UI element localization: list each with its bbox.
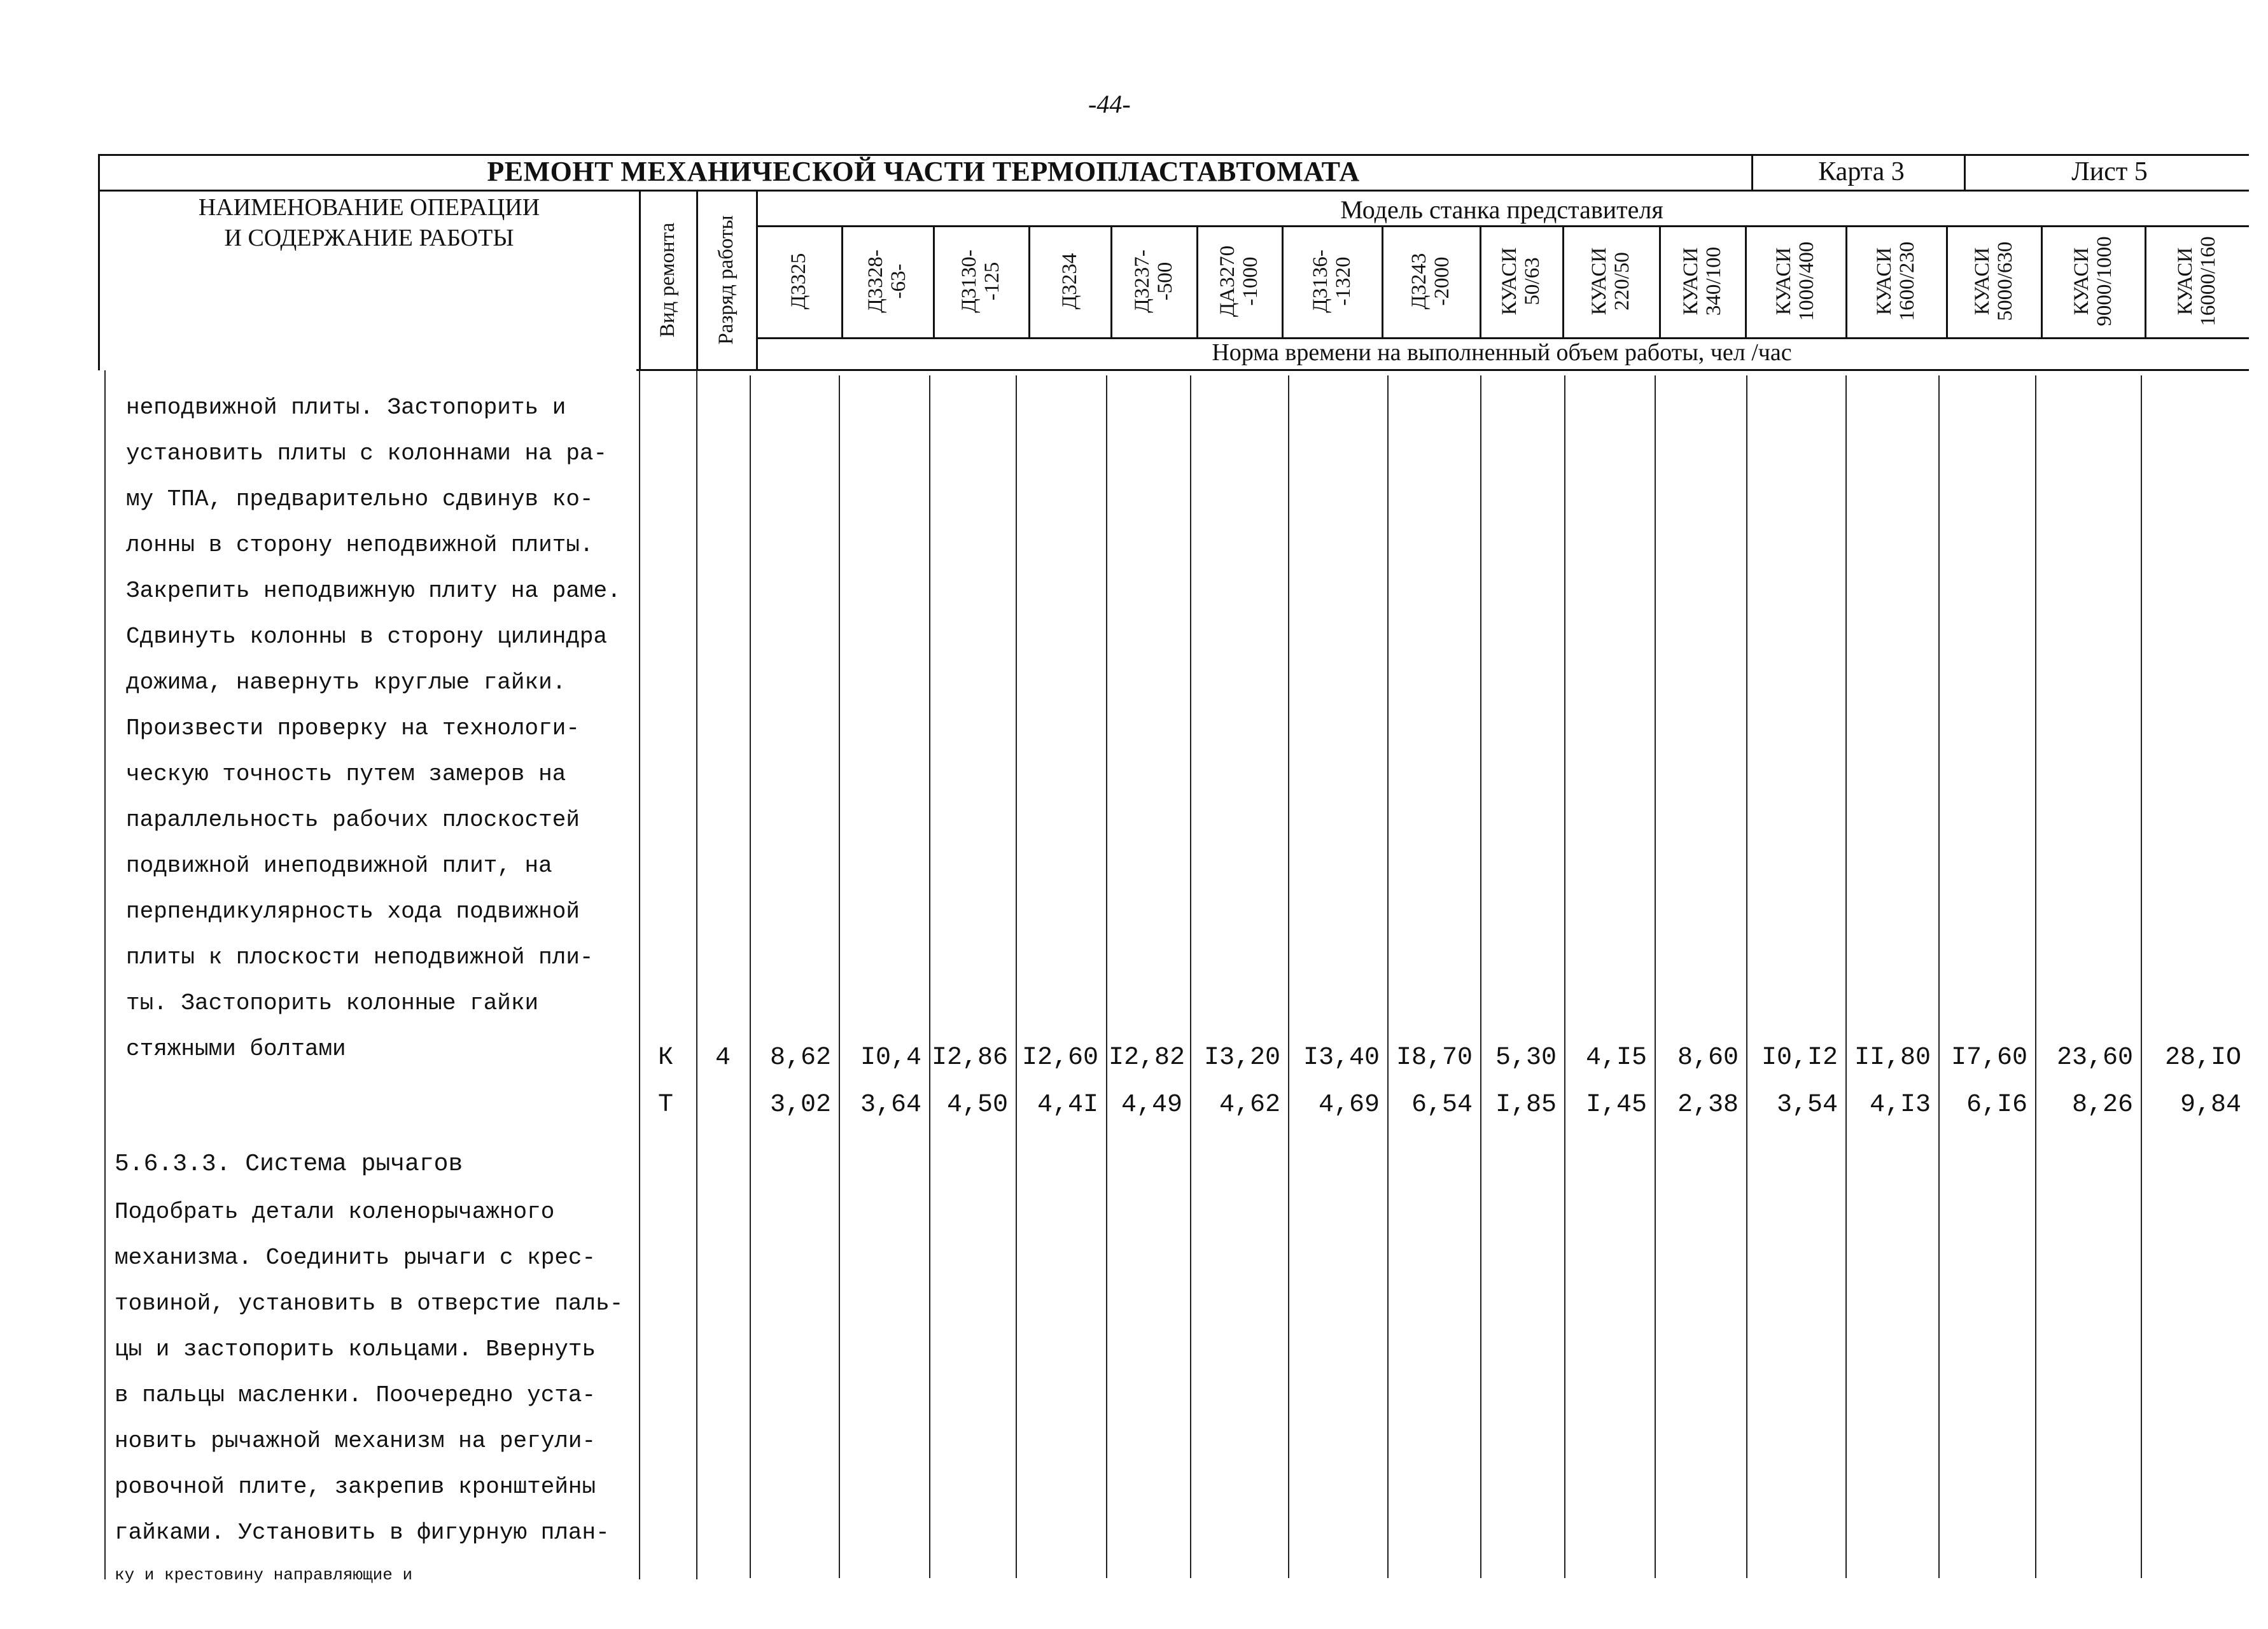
text-line: перпендикулярность хода подвижной (126, 898, 580, 925)
karta-label: Карта 3 (1818, 157, 1905, 186)
text-line: ты. Застопорить колонные гайки (126, 990, 539, 1016)
text-line: неподвижной плиты. Застопорить и (126, 395, 566, 421)
model-col-divider (933, 225, 935, 339)
model-header: КУАСИ 340/100 (1679, 246, 1725, 316)
text-line: в пальцы масленки. Поочередно уста- (115, 1382, 596, 1408)
norm-value: I0,I2 (1761, 1044, 1838, 1072)
text-line: установить плиты с колоннами на ра- (126, 440, 608, 466)
body-col-divider (1564, 375, 1565, 1578)
text-line: Сдвинуть колонны в сторону цилиндра (126, 624, 608, 650)
grade-col-divider (696, 190, 698, 370)
norm-value: I3,40 (1303, 1044, 1380, 1072)
page-title: РЕМОНТ МЕХАНИЧЕСКОЙ ЧАСТИ ТЕРМОПЛАСТАВТОМАТА (487, 156, 1360, 187)
model-header: КУАСИ 5000/630 (1970, 241, 2017, 321)
model-header: КУАСИ 50/63 (1498, 247, 1544, 316)
model-col-divider (1562, 225, 1564, 339)
model-header: КУАСИ 1600/230 (1873, 241, 1919, 321)
text-line: товиной, установить в отверстие паль- (115, 1290, 624, 1317)
model-header: Д3243 -2000 (1408, 253, 1453, 310)
text-line: стяжными болтами (126, 1036, 346, 1062)
norm-value: I,85 (1495, 1091, 1557, 1119)
title-bottom-border (98, 190, 2249, 192)
body-left-border (104, 370, 106, 1579)
norm-value: I2,86 (932, 1044, 1009, 1072)
body-col-divider (1288, 375, 1289, 1578)
model-col-divider (1745, 225, 1747, 339)
text-line: ровочной плите, закрепив кронштейны (115, 1474, 596, 1500)
repair-type-k: К (658, 1044, 674, 1072)
norm-value: 28,IO (2164, 1044, 2241, 1072)
page-number: -44- (1088, 90, 1131, 118)
text-line: дожима, навернуть круглые гайки. (126, 669, 566, 696)
models-top-border (757, 225, 2249, 227)
text-line: Закрепить неподвижную плиту на раме. (126, 578, 621, 604)
model-header: Д3136- -1320 (1308, 249, 1355, 313)
repair-type-t: Т (658, 1091, 674, 1119)
repair-type-header: Вид ремонта (656, 222, 679, 338)
norm-value: I7,60 (1950, 1044, 2027, 1072)
model-header: КУАСИ 220/50 (1588, 247, 1634, 316)
body-col-divider (1845, 375, 1847, 1578)
norm-value: 8,60 (1677, 1044, 1739, 1072)
text-line: ческую точность путем замеров на (126, 761, 566, 787)
operation-header-line: И СОДЕРЖАНИЕ РАБОТЫ (224, 225, 514, 251)
model-col-divider (2041, 225, 2043, 339)
model-col-divider (1382, 225, 1383, 339)
body-col-divider (2141, 375, 2142, 1578)
operation-column-header (102, 192, 636, 253)
norm-value: 8,26 (2071, 1091, 2133, 1119)
model-col-divider (1659, 225, 1661, 339)
body-grade-divider (696, 370, 697, 1579)
norm-value: 4,62 (1219, 1091, 1280, 1119)
model-header: КУАСИ 1000/400 (1772, 241, 1818, 321)
text-line: лонны в сторону неподвижной плиты. (126, 532, 594, 558)
model-col-divider (1282, 225, 1284, 339)
text-line: механизма. Соединить рычаги с крес- (115, 1245, 596, 1271)
list-label: Лист 5 (2071, 157, 2148, 186)
norm-caption: Норма времени на выполненный объем работы, чел /час (1212, 339, 1792, 366)
text-line: му ТПА, предварительно сдвинув ко- (126, 486, 594, 512)
work-grade-header: Разряд работы (715, 215, 738, 345)
body-col-divider (750, 375, 751, 1578)
header-bottom-border (636, 369, 2249, 371)
norm-value: 3,64 (860, 1091, 921, 1119)
norm-value: 3,02 (769, 1091, 831, 1119)
model-col-divider (1196, 225, 1198, 339)
norm-value: 5,30 (1495, 1044, 1557, 1072)
text-line: параллельность рабочих плоскостей (126, 807, 580, 833)
body-col-divider (1387, 375, 1389, 1578)
norm-value: II,80 (1854, 1044, 1931, 1072)
body-col-divider (1746, 375, 1747, 1578)
text-line: гайками. Установить в фигурную план- (115, 1520, 610, 1546)
body-col-divider (1190, 375, 1191, 1578)
model-col-divider (1946, 225, 1948, 339)
section-title: 5.6.3.3. Система рычагов (115, 1150, 463, 1178)
body-col-divider (929, 375, 930, 1578)
model-header: Д3237- -500 (1130, 249, 1177, 313)
norm-value: I2,82 (1109, 1044, 1186, 1072)
model-col-divider (1028, 225, 1030, 339)
norm-value: I3,20 (1203, 1044, 1280, 1072)
norm-value: 4,I3 (1869, 1091, 1931, 1119)
norm-value: 6,I6 (1966, 1091, 2027, 1119)
karta-divider (1751, 154, 1753, 191)
norm-value: 4,4I (1037, 1091, 1098, 1119)
repair-col-divider (639, 190, 641, 370)
model-col-divider (841, 225, 843, 339)
norm-value: 8,62 (769, 1044, 831, 1072)
body-col-divider (1106, 375, 1107, 1578)
body-col-divider (1016, 375, 1017, 1578)
norm-value: 2,38 (1677, 1091, 1739, 1119)
norm-value: 3,54 (1776, 1091, 1838, 1119)
body-col-divider (2035, 375, 2036, 1578)
norm-value: I0,4 (860, 1044, 921, 1072)
norm-value: 4,69 (1318, 1091, 1380, 1119)
model-header: Д3325 (787, 253, 810, 310)
body-col-divider (1938, 375, 1940, 1578)
norm-value: I2,60 (1021, 1044, 1098, 1072)
norm-value: 4,I5 (1585, 1044, 1647, 1072)
text-line: новить рычажной механизм на регули- (115, 1428, 596, 1454)
model-header: Д3234 (1058, 253, 1081, 310)
text-line: Подобрать детали коленорычажного (115, 1199, 555, 1225)
norm-value: 4,49 (1121, 1091, 1182, 1119)
model-col-divider (1845, 225, 1847, 339)
model-col-divider (2145, 225, 2146, 339)
model-col-divider (1110, 225, 1112, 339)
cut-off-line: ку и крестовину направляющие и (115, 1565, 413, 1584)
text-line: плиты к плоскости неподвижной пли- (126, 944, 594, 970)
norm-value: I8,70 (1396, 1044, 1473, 1072)
work-grade-value: 4 (715, 1044, 731, 1072)
body-col-divider (1655, 375, 1656, 1578)
model-header: Д3328- -63- (864, 249, 910, 313)
text-line: цы и застопорить кольцами. Ввернуть (115, 1336, 596, 1362)
text-line: подвижной инеподвижной плит, на (126, 853, 552, 879)
model-header: Д3130- -125 (958, 249, 1004, 313)
text-line: Произвести проверку на технологи- (126, 715, 580, 741)
model-col-divider (1480, 225, 1481, 339)
model-caption: Модель станка представителя (1340, 195, 1663, 224)
norm-value: I,45 (1585, 1091, 1647, 1119)
norm-value: 23,60 (2056, 1044, 2133, 1072)
norm-value: 4,50 (946, 1091, 1008, 1119)
operation-header-line: НАИМЕНОВАНИЕ ОПЕРАЦИИ (198, 194, 540, 221)
body-col-divider (1480, 375, 1481, 1578)
model-header: ДА3270 -1000 (1216, 245, 1262, 318)
norm-value: 9,84 (2180, 1091, 2241, 1119)
model-header: КУАСИ 9000/1000 (2069, 236, 2116, 326)
body-col-divider (839, 375, 840, 1578)
model-header: КУАСИ 16000/160 (2174, 236, 2220, 326)
norm-value: 6,54 (1411, 1091, 1473, 1119)
body-repair-divider (639, 370, 640, 1579)
